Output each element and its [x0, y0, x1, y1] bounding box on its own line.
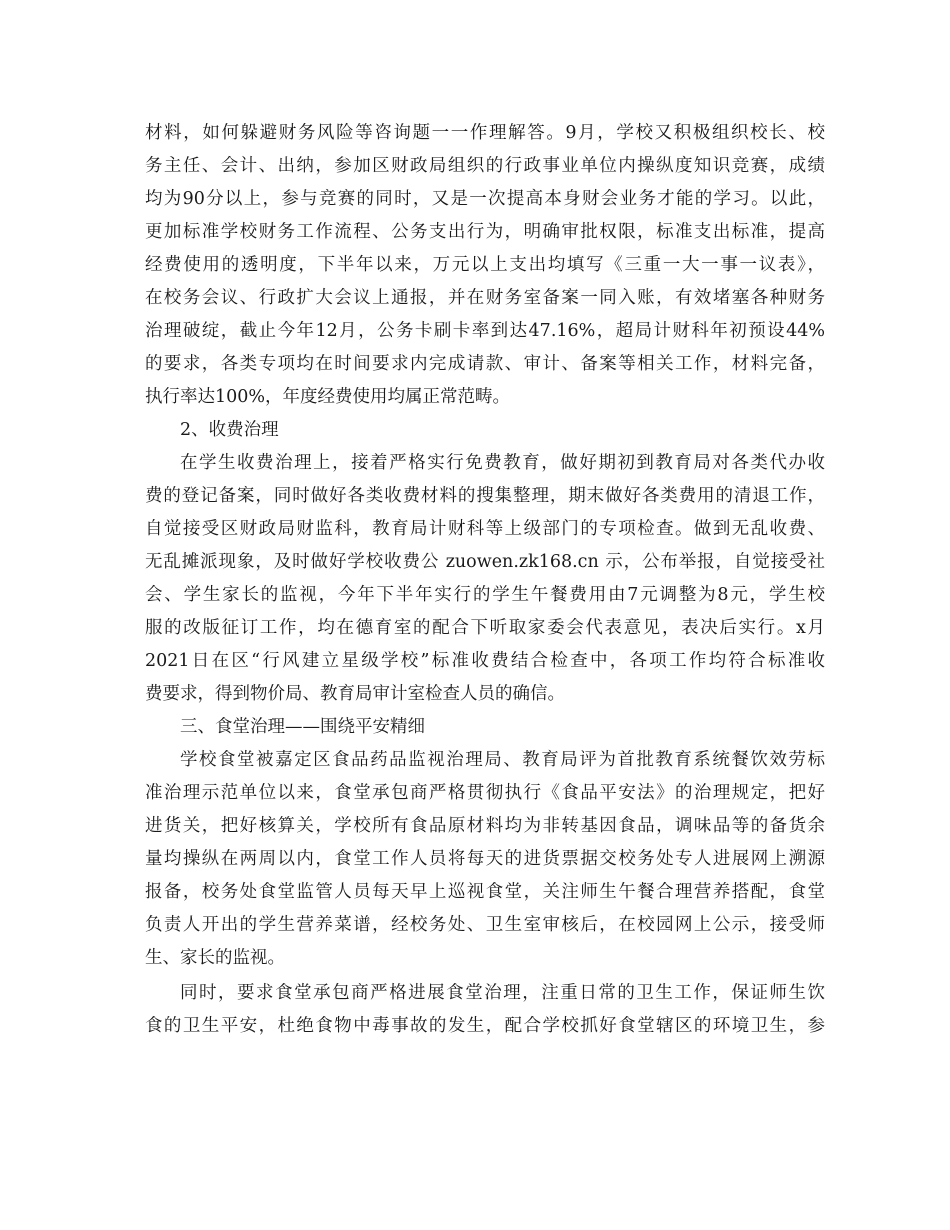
- text-line: 同时，要求食堂承包商严格进展食堂治理，注重日常的卫生工作，保证师生饮: [180, 983, 825, 1003]
- paragraph-finance: [145, 117, 825, 414]
- heading-fees: 2、收费治理: [180, 420, 279, 440]
- paragraph-fees: [145, 447, 825, 711]
- text-line: 服的改版征订工作，均在德育室的配合下听取家委会代表意见，表决后实行。x月: [145, 618, 825, 638]
- text-line: 费的登记备案，同时做好各类收费材料的搜集整理，期末做好各类费用的清退工作，: [145, 486, 825, 506]
- text-line: 务主任、会计、出纳，参加区财政局组织的行政事业单位内操纵度知识竞赛，成绩: [145, 156, 825, 176]
- text-line: 无乱摊派现象，及时做好学校收费公 zuowen.zk168.cn 示，公布举报，自觉接受社: [145, 552, 825, 572]
- text-line: 会、学生家长的监视，今年下半年实行的学生午餐费用由7元调整为8元，学生校: [145, 585, 825, 605]
- text-line: 2021日在区“行风建立星级学校”标准收费结合检查中，各项工作均符合标准收: [145, 651, 825, 671]
- section-heading-fees: [145, 414, 825, 447]
- text-line: 食的卫生平安，杜绝食物中毒事故的发生，配合学校抓好食堂辖区的环境卫生，参: [145, 1016, 825, 1036]
- text-line: 学校食堂被嘉定区食品药品监视治理局、教育局评为首批教育系统餐饮效劳标: [180, 750, 825, 770]
- text-line: 治理破绽，截止今年12月，公务卡刷卡率到达47.16%，超局计财科年初预设44%: [145, 321, 825, 341]
- text-line: 材料，如何躲避财务风险等咨询题一一作理解答。9月，学校又积极组织校长、校: [145, 123, 825, 143]
- heading-canteen: 三、食堂治理——围绕平安精细: [180, 717, 425, 737]
- paragraph-hygiene: [145, 977, 825, 1043]
- text-line: 的要求，各类专项均在时间要求内完成请款、审计、备案等相关工作，材料完备，: [145, 354, 825, 374]
- text-line: 执行率达100%，年度经费使用均属正常范畴。: [145, 387, 511, 407]
- text-line: 均为90分以上，参与竞赛的同时，又是一次提高本身财会业务才能的学习。以此，: [145, 189, 825, 209]
- text-line: 自觉接受区财政局财监科，教育局计财科等上级部门的专项检查。做到无乱收费、: [145, 519, 825, 539]
- text-line: 更加标准学校财务工作流程、公务支出行为，明确审批权限，标准支出标准，提高: [145, 222, 825, 242]
- text-line: 准治理示范单位以来，食堂承包商严格贯彻执行《食品平安法》的治理规定，把好: [145, 783, 825, 803]
- text-line: 负责人开出的学生营养菜谱，经校务处、卫生室审核后，在校园网上公示，接受师: [145, 915, 825, 935]
- text-line: 量均操纵在两周以内，食堂工作人员将每天的进货票据交校务处专人进展网上溯源: [145, 849, 825, 869]
- text-line: 经费使用的透明度，下半年以来，万元以上支出均填写《三重一大一事一议表》，: [145, 255, 825, 275]
- text-line: 在学生收费治理上，接着严格实行免费教育，做好期初到教育局对各类代办收: [180, 453, 825, 473]
- text-line: 在校务会议、行政扩大会议上通报，并在财务室备案一同入账，有效堵塞各种财务: [145, 288, 825, 308]
- text-line: 进货关，把好核算关，学校所有食品原材料均为非转基因食品，调味品等的备货余: [145, 816, 825, 836]
- text-line: 生、家长的监视。: [145, 948, 285, 968]
- text-line: 报备，校务处食堂监管人员每天早上巡视食堂，关注师生午餐合理营养搭配，食堂: [145, 882, 825, 902]
- paragraph-canteen: [145, 744, 825, 975]
- text-line: 费要求，得到物价局、教育局审计室检查人员的确信。: [145, 684, 565, 704]
- section-heading-canteen: [145, 711, 825, 744]
